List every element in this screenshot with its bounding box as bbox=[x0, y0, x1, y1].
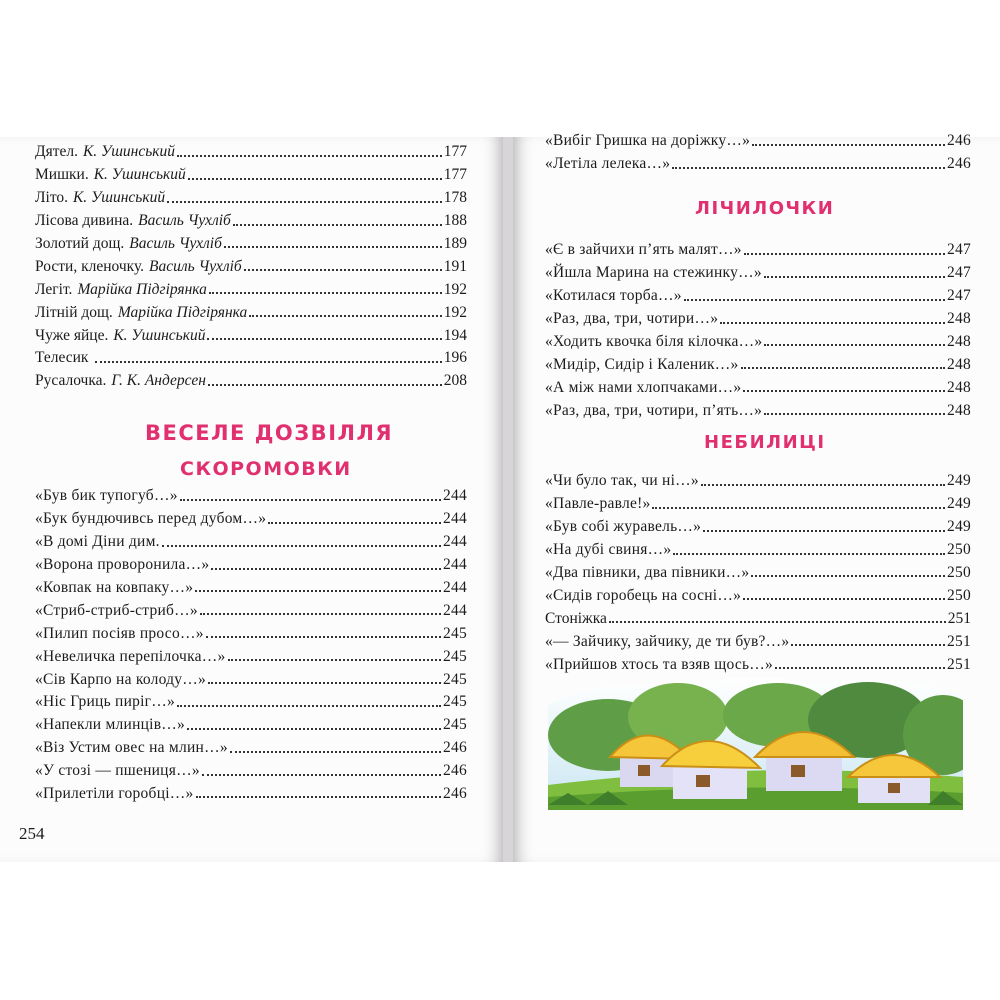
dot-leader bbox=[672, 167, 945, 169]
toc-entry[interactable] bbox=[35, 618, 467, 641]
toc-entry-title: Лісова дивина. bbox=[35, 212, 134, 230]
toc-entry-page: 245 bbox=[443, 716, 467, 734]
dot-leader bbox=[791, 644, 945, 646]
toc-entry-page: 246 bbox=[443, 762, 467, 780]
dot-leader bbox=[764, 344, 945, 346]
toc-entry[interactable] bbox=[35, 687, 467, 710]
toc-entry-author: К. Ушинський bbox=[113, 326, 206, 344]
toc-entry-title: «А між нами хлопчаками…» bbox=[545, 378, 742, 396]
toc-entry-title: «Котилася торба…» bbox=[545, 287, 682, 305]
toc-entry-title: «Ворона проворонила…» bbox=[35, 556, 210, 574]
toc-entry-title: Дятел. bbox=[35, 143, 78, 161]
toc-entry-page: 246 bbox=[947, 132, 971, 150]
toc-entry-title: «Стриб-стриб-стриб…» bbox=[35, 601, 198, 619]
dot-leader bbox=[673, 553, 945, 555]
toc-entry[interactable] bbox=[545, 258, 971, 281]
dot-leader bbox=[202, 774, 441, 776]
toc-entry-page: 244 bbox=[443, 578, 467, 596]
toc-entry-page: 194 bbox=[443, 326, 467, 344]
dot-leader bbox=[208, 384, 442, 386]
toc-entry-page: 250 bbox=[947, 586, 971, 604]
toc-entry-title: «Два півники, два півники…» bbox=[545, 563, 750, 581]
toc-entry-title: «Ходить квочка біля кілочка…» bbox=[545, 332, 763, 350]
toc-entry-page: 245 bbox=[443, 647, 467, 665]
toc-entry-title: Золотий дощ. bbox=[35, 234, 125, 252]
background-bottom bbox=[0, 862, 1000, 1000]
toc-entry-title: «Чи було так, чи ні…» bbox=[545, 472, 699, 490]
toc-entry-author: К. Ушинський bbox=[82, 143, 176, 161]
toc-entry-page: 192 bbox=[443, 303, 467, 321]
dot-leader bbox=[652, 507, 945, 509]
toc-entry-page: 246 bbox=[443, 784, 467, 802]
toc-entry-page: 247 bbox=[947, 287, 971, 305]
toc-entry-title: «Раз, два, три, чотири, п’ять…» bbox=[545, 401, 763, 419]
dot-leader bbox=[743, 598, 945, 600]
toc-entry-page: 249 bbox=[947, 495, 971, 513]
toc-entry[interactable] bbox=[35, 320, 467, 343]
toc-entry-title: «Був собі журавель…» bbox=[545, 518, 702, 536]
left-toc-list-top bbox=[35, 137, 467, 389]
toc-entry[interactable] bbox=[35, 481, 467, 504]
toc-entry-title: Русалочка. bbox=[35, 372, 107, 390]
dot-leader bbox=[764, 413, 945, 415]
toc-entry-page: 245 bbox=[443, 670, 467, 688]
toc-entry-title: Мишки. bbox=[35, 166, 89, 184]
dot-leader bbox=[701, 484, 945, 486]
dot-leader bbox=[244, 269, 442, 271]
toc-entry-page: 249 bbox=[947, 518, 971, 536]
toc-entry[interactable] bbox=[545, 603, 971, 626]
toc-entry-author: К. Ушинський bbox=[93, 166, 186, 184]
dot-leader bbox=[703, 530, 945, 532]
toc-entry-page: 246 bbox=[947, 155, 971, 173]
toc-entry-page: 244 bbox=[443, 487, 467, 505]
toc-entry-page: 177 bbox=[443, 166, 467, 184]
toc-entry[interactable] bbox=[35, 641, 467, 664]
dot-leader bbox=[180, 499, 441, 501]
toc-entry-title: «Прийшов хтось та взяв щось…» bbox=[545, 655, 774, 673]
toc-entry-title: «Вибіг Гришка на доріжку…» bbox=[545, 132, 751, 150]
toc-entry[interactable] bbox=[35, 527, 467, 550]
toc-entry[interactable] bbox=[545, 558, 971, 581]
left-toc-list-bottom bbox=[35, 481, 467, 801]
toc-entry-title: Літній дощ. bbox=[35, 303, 113, 321]
dot-leader bbox=[741, 367, 945, 369]
toc-entry-author: Марійка Підгірянка bbox=[117, 303, 248, 321]
toc-entry-page: 248 bbox=[947, 378, 971, 396]
toc-entry[interactable] bbox=[545, 580, 971, 603]
toc-entry-title: «Летіла лелека…» bbox=[545, 155, 671, 173]
toc-entry[interactable] bbox=[545, 327, 971, 350]
dot-leader bbox=[752, 144, 945, 146]
dot-leader bbox=[609, 621, 946, 623]
toc-entry-title: Літо. bbox=[35, 189, 69, 207]
dot-leader bbox=[764, 276, 945, 278]
toc-entry[interactable] bbox=[35, 366, 467, 389]
toc-entry-title: «Є в зайчихи п’ять малят…» bbox=[545, 241, 742, 259]
section-heading: НЕБИЛИЦІ bbox=[704, 432, 826, 453]
toc-entry[interactable] bbox=[35, 183, 467, 206]
dot-leader bbox=[207, 338, 441, 340]
dot-leader bbox=[167, 201, 442, 203]
dot-leader bbox=[196, 796, 441, 798]
toc-entry[interactable] bbox=[35, 504, 467, 527]
toc-entry-title: «Пилип посіяв просо…» bbox=[35, 624, 204, 642]
dot-leader bbox=[268, 522, 441, 524]
toc-entry[interactable] bbox=[35, 206, 467, 229]
toc-entry-title: «Сів Карпо на колоду…» bbox=[35, 670, 207, 688]
toc-entry-page: 192 bbox=[443, 280, 467, 298]
toc-entry[interactable] bbox=[545, 149, 971, 172]
toc-entry-title: «Бук бундючивсь перед дубом…» bbox=[35, 510, 267, 528]
toc-entry[interactable] bbox=[545, 126, 971, 149]
dot-leader bbox=[188, 178, 442, 180]
toc-entry-title: «Прилетіли горобці…» bbox=[35, 784, 194, 802]
dot-leader bbox=[177, 705, 441, 707]
toc-entry-page: 250 bbox=[947, 563, 971, 581]
toc-entry[interactable] bbox=[545, 626, 971, 649]
section-heading: ЛІЧИЛОЧКИ bbox=[695, 198, 835, 219]
toc-entry-page: 248 bbox=[947, 332, 971, 350]
dot-leader bbox=[684, 299, 945, 301]
toc-entry-page: 251 bbox=[947, 632, 971, 650]
toc-entry-page: 244 bbox=[443, 556, 467, 574]
dot-leader bbox=[233, 224, 442, 226]
dot-leader bbox=[195, 590, 441, 592]
toc-entry-page: 249 bbox=[947, 472, 971, 490]
toc-entry-title: «Раз, два, три, чотири…» bbox=[545, 310, 719, 328]
toc-entry-page: 191 bbox=[443, 257, 467, 275]
toc-entry[interactable] bbox=[35, 710, 467, 733]
dot-leader bbox=[95, 361, 441, 363]
toc-entry-author: Марійка Підгірянка bbox=[77, 280, 207, 298]
subsection-heading: СКОРОМОВКИ bbox=[180, 458, 352, 480]
toc-entry-title: «Мидір, Сидір і Каленик…» bbox=[545, 355, 739, 373]
toc-entry-title: Рости, кленочку. bbox=[35, 257, 145, 275]
toc-entry[interactable] bbox=[35, 274, 467, 297]
toc-entry-page: 244 bbox=[443, 533, 467, 551]
toc-entry-title: «— Зайчику, зайчику, де ти був?…» bbox=[545, 632, 790, 650]
toc-entry-author: Василь Чухліб bbox=[129, 234, 222, 252]
toc-entry-page: 251 bbox=[947, 655, 971, 673]
dot-leader bbox=[211, 568, 441, 570]
toc-entry[interactable] bbox=[545, 304, 971, 327]
dot-leader bbox=[206, 636, 441, 638]
toc-entry[interactable] bbox=[35, 550, 467, 573]
toc-entry[interactable] bbox=[545, 235, 971, 258]
toc-entry[interactable] bbox=[545, 489, 971, 512]
toc-entry-title: «Сидів горобець на сосні…» bbox=[545, 586, 742, 604]
dot-leader bbox=[743, 390, 945, 392]
toc-entry-title: «На дубі свиня…» bbox=[545, 541, 672, 559]
toc-entry-title: «Невеличка перепілочка…» bbox=[35, 647, 226, 665]
toc-entry-page: 246 bbox=[443, 739, 467, 757]
toc-entry-page: 177 bbox=[443, 143, 467, 161]
toc-entry-title: Стоніжка bbox=[545, 609, 607, 627]
section-heading: ВЕСЕЛЕ ДОЗВІЛЛЯ bbox=[145, 421, 394, 445]
toc-entry[interactable] bbox=[545, 281, 971, 304]
toc-entry-page: 250 bbox=[947, 541, 971, 559]
dot-leader bbox=[720, 322, 945, 324]
toc-entry-page: 245 bbox=[443, 624, 467, 642]
toc-entry-page: 244 bbox=[443, 601, 467, 619]
toc-entry-title: «Ніс Гриць пиріг…» bbox=[35, 693, 176, 711]
toc-entry-page: 247 bbox=[947, 264, 971, 282]
toc-entry[interactable] bbox=[545, 466, 971, 489]
right-toc-list-mid bbox=[545, 235, 971, 418]
toc-entry[interactable] bbox=[35, 343, 467, 366]
toc-entry-title: «Напекли млинців…» bbox=[35, 716, 186, 734]
dot-leader bbox=[744, 253, 945, 255]
toc-entry-title: «Йшла Марина на стежинку…» bbox=[545, 264, 762, 282]
toc-entry-page: 248 bbox=[947, 310, 971, 328]
toc-entry[interactable] bbox=[35, 251, 467, 274]
toc-entry-page: 189 bbox=[443, 234, 467, 252]
dot-leader bbox=[230, 751, 441, 753]
toc-entry-page: 251 bbox=[947, 609, 971, 627]
toc-entry[interactable] bbox=[35, 779, 467, 802]
toc-entry-author: К. Ушинський bbox=[73, 189, 166, 207]
toc-entry[interactable] bbox=[545, 372, 971, 395]
toc-entry[interactable] bbox=[35, 573, 467, 596]
page-number: 254 bbox=[19, 824, 45, 843]
toc-entry[interactable] bbox=[35, 160, 467, 183]
background-top bbox=[0, 0, 1000, 137]
toc-entry-title: «У стозі — пшениця…» bbox=[35, 762, 200, 780]
dot-leader bbox=[249, 315, 441, 317]
toc-entry-title: «Віз Устим овес на млин…» bbox=[35, 739, 228, 757]
dot-leader bbox=[200, 613, 441, 615]
dot-leader bbox=[751, 575, 945, 577]
dot-leader bbox=[228, 659, 441, 661]
toc-entry-title: Телесик bbox=[35, 349, 89, 367]
toc-entry-author: Василь Чухліб bbox=[138, 212, 231, 230]
toc-entry[interactable] bbox=[35, 595, 467, 618]
toc-entry-title: «Павле-равле!» bbox=[545, 495, 651, 513]
toc-entry-page: 188 bbox=[443, 212, 467, 230]
toc-entry-page: 196 bbox=[443, 349, 467, 367]
dot-leader bbox=[162, 545, 441, 547]
dot-leader bbox=[224, 246, 442, 248]
toc-entry-page: 248 bbox=[947, 355, 971, 373]
dot-leader bbox=[209, 292, 442, 294]
dot-leader bbox=[187, 728, 441, 730]
toc-entry[interactable] bbox=[35, 733, 467, 756]
toc-entry[interactable] bbox=[545, 535, 971, 558]
toc-entry-page: 248 bbox=[947, 401, 971, 419]
toc-entry[interactable] bbox=[35, 137, 467, 160]
right-toc-list-top bbox=[545, 126, 971, 172]
toc-entry-title: «Ковпак на ковпаку…» bbox=[35, 578, 194, 596]
toc-entry[interactable] bbox=[545, 349, 971, 372]
toc-entry-title: Чуже яйце. bbox=[35, 326, 109, 344]
book-gutter bbox=[503, 137, 513, 862]
toc-entry-title: «Був бик тупогуб…» bbox=[35, 487, 178, 505]
toc-entry-author: Г. К. Андерсен bbox=[111, 372, 206, 390]
toc-entry-page: 245 bbox=[443, 693, 467, 711]
toc-entry-title: Легіт. bbox=[35, 280, 73, 298]
toc-entry[interactable] bbox=[35, 297, 467, 320]
dot-leader bbox=[208, 682, 441, 684]
toc-entry-page: 247 bbox=[947, 241, 971, 259]
toc-entry[interactable] bbox=[35, 229, 467, 252]
toc-entry[interactable] bbox=[35, 664, 467, 687]
toc-entry-page: 178 bbox=[443, 189, 467, 207]
toc-entry-title: «В домі Діни дим. bbox=[35, 533, 160, 551]
toc-entry-page: 244 bbox=[443, 510, 467, 528]
toc-entry[interactable] bbox=[545, 395, 971, 418]
dot-leader bbox=[177, 155, 442, 157]
toc-entry-author: Василь Чухліб bbox=[149, 257, 242, 275]
toc-entry-page: 208 bbox=[443, 372, 467, 390]
right-toc-list-bottom bbox=[545, 466, 971, 672]
village-huts-illustration bbox=[548, 665, 963, 810]
toc-entry[interactable] bbox=[545, 512, 971, 535]
toc-entry[interactable] bbox=[35, 756, 467, 779]
